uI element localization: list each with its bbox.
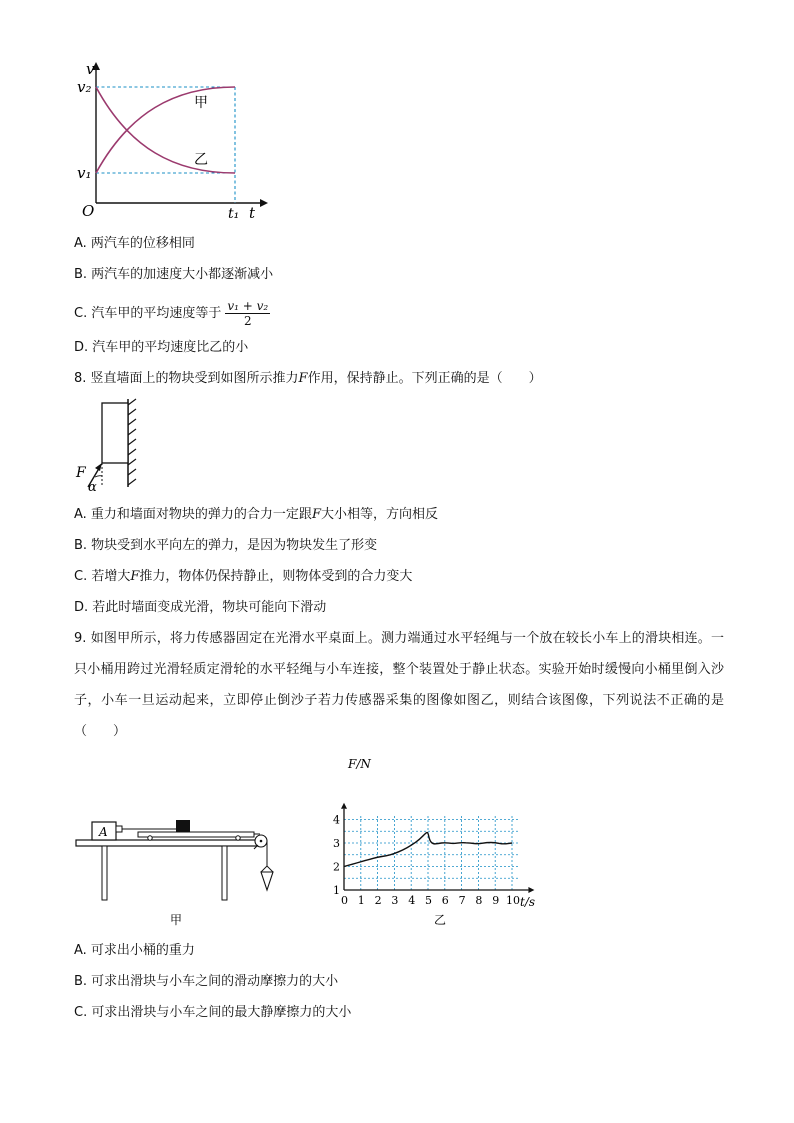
q7-option-c [74,297,270,331]
slider-block [176,820,190,832]
fraction [225,299,270,328]
y-tick-label: 3 [333,837,340,850]
q8-stem-text: 8. 竖直墙面上的物块受到如图所示推力 [74,371,299,386]
force-symbol: F [298,371,308,386]
curve-yi [96,87,235,173]
q7-option-d: D. 汽车甲的平均速度比乙的小 [74,340,249,355]
q8-stem-text-end: 作用，保持静止。下列正确的是（ ） [307,371,542,386]
x-tick-label: 9 [492,894,500,907]
q9-stem: 9. 如图甲所示，将力传感器固定在光滑水平桌面上。测力端通过水平轻绳与一个放在较长小车上的滑块相连。一只小桶用跨过光滑轻质定滑轮的水平轻绳与小车连接，整个装置处于静止状态。实验开始时缓慢向小桶里倒入沙子，小车一旦运动起来，立即停止倒沙子若力传感器采集的图像如图乙，则结合该图像，下列说法不正确的是（ ） [74,631,724,739]
fig-jia-caption: 甲 [170,913,183,927]
x-tick-label: 6 [441,894,449,907]
q8-option-c-text: C. 若增大 [74,569,131,584]
force-label: F [76,465,86,481]
x-tick-label: 8 [475,894,483,907]
t-axis-label: t [249,204,256,222]
fig-yi-caption: 乙 [434,913,447,927]
x-tick-label: 0 [341,894,348,907]
x-tick-label: 10 [506,894,520,907]
vt-graph [74,58,274,223]
force-time-chart [324,752,544,930]
x-tick-label: 4 [408,894,416,907]
q8-option-b: B. 物块受到水平向左的弹力，是因为物块发生了形变 [74,538,378,553]
q8-option-d: D. 若此时墙面变成光滑，物块可能向下滑动 [74,600,327,615]
q9-option-b: B. 可求出滑块与小车之间的滑动摩擦力的大小 [74,974,339,989]
q7-option-a: A. 两汽车的位移相同 [74,236,195,251]
fraction-numerator: v₁ + v₂ [227,299,269,313]
q8-option-a-text-end: 大小相等，方向相反 [320,507,438,522]
q8-option-a [74,506,438,524]
wall-block-figure [74,395,154,495]
y-axis-arrow [341,803,347,809]
t1-label: t₁ [228,206,240,222]
apparatus-figure [72,808,282,928]
y-tick-label: 4 [333,813,340,827]
q9-option-a: A. 可求出小桶的重力 [74,943,195,958]
bucket [261,872,273,890]
v-axis-label: v [86,60,95,78]
x-tick-label: 2 [374,894,382,907]
q8-option-c-text-end: 推力，物体仍保持静止，则物体受到的合力变大 [139,569,413,584]
x-tick-label: 7 [458,894,466,907]
q7-option-c-text: C. 汽车甲的平均速度等于 [74,306,222,321]
q8-stem [74,370,542,388]
force-symbol: F [311,507,321,522]
v2-label: v₂ [77,78,92,96]
curve-jia [96,87,235,173]
y-tick-label: 1 [333,884,340,897]
x-axis-arrow [528,887,534,893]
x-tick-label: 3 [391,894,399,907]
origin-label: O [82,202,95,220]
q7-option-b: B. 两汽车的加速度大小都逐渐减小 [74,267,274,282]
x-axis-label: t/s [520,895,536,909]
y-tick-label: 2 [333,860,340,874]
q9-option-c: C. 可求出滑块与小车之间的最大静摩擦力的大小 [74,1005,352,1020]
q8-option-c [74,568,412,586]
force-symbol: F [130,569,140,584]
jia-label: 甲 [194,95,208,111]
v1-label: v₁ [77,164,92,182]
block [102,403,128,463]
fraction-denominator: 2 [243,314,252,328]
yi-label: 乙 [194,152,208,168]
y-axis-label: F/N [348,757,371,771]
alpha-label: α [88,480,97,495]
sensor-label: A [99,825,108,839]
x-tick-label: 1 [357,894,365,907]
x-tick-label: 5 [425,894,432,907]
q8-option-a-text: A. 重力和墙面对物块的弹力的合力一定跟 [74,507,312,522]
